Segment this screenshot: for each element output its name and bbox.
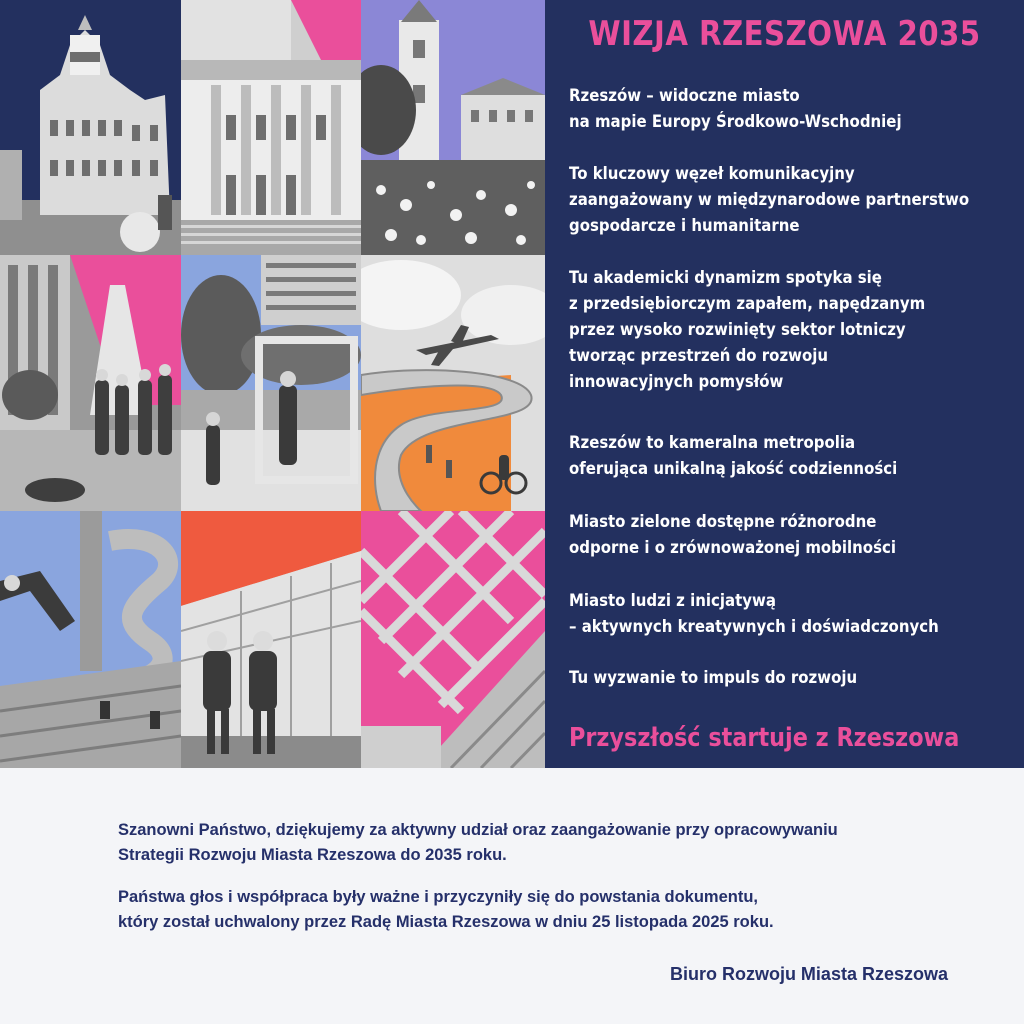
text-line: przez wysoko rozwinięty sektor lotniczy: [569, 320, 906, 340]
text-line: który został uchwalony przez Radę Miasta Rzeszowa w dniu 25 listopada 2025 roku.: [118, 913, 774, 931]
text-line: Szanowni Państwo, dziękujemy za aktywny udział oraz zaangażowanie przy opracowywaniu: [118, 821, 838, 839]
signature: Biuro Rozwoju Miasta Rzeszowa: [669, 964, 948, 984]
text-line: tworząc przestrzeń do rozwoju: [569, 346, 829, 366]
photo-collage: [0, 0, 545, 768]
vision-paragraph-transport: [569, 161, 970, 239]
text-line: na mapie Europy Środkowo-Wschodniej: [569, 112, 902, 132]
vision-paragraph-people: [569, 588, 961, 640]
town-hall-photo: [0, 0, 181, 255]
text-line: Strategii Rozwoju Miasta Rzeszowa do 2035 roku.: [118, 846, 507, 864]
text-line: Państwa głos i współpraca były ważne i przyczyniły się do powstania dokumentu,: [118, 888, 758, 906]
text-line: gospodarcze i humanitarne: [569, 216, 800, 236]
text-line: Miasto zielone dostępne różnorodne: [569, 512, 877, 532]
text-line: Rzeszów – widoczne miasto: [569, 86, 800, 106]
text-line: odporne i o zrównoważonej mobilności: [569, 538, 896, 558]
vision-paragraph-metropolis: [569, 430, 961, 482]
poster-tagline: Przyszłość startuje z Rzeszowa: [569, 723, 960, 753]
text-line: Rzeszów to kameralna metropolia: [569, 433, 856, 453]
text-line: To kluczowy węzeł komunikacyjny: [569, 164, 855, 184]
text-line: Tu akademicki dynamizm spotyka się: [569, 268, 882, 288]
poster-headline: WIZJA RZESZOWA 2035: [588, 14, 981, 54]
vision-paragraph-green-city: [569, 509, 961, 561]
text-line: oferująca unikalną jakość codzienności: [569, 459, 898, 479]
vision-panel: [545, 0, 1024, 768]
runners-stadium-photo: [181, 511, 361, 768]
text-line: Tu wyzwanie to impuls do rozwoju: [569, 668, 858, 688]
text-line: Miasto ludzi z inicjatywą: [569, 591, 776, 611]
lattice-roof-photo: [361, 511, 545, 768]
park-walkers-photo: [181, 255, 361, 511]
adoption-paragraph: [118, 885, 774, 935]
thanks-paragraph: [118, 818, 838, 868]
monument-students-photo: [0, 255, 181, 511]
text-line: – aktywnych kreatywnych i doświadczonych: [569, 617, 939, 637]
swimmer-slide-photo: [0, 511, 181, 768]
airplane-bridge-photo: [361, 255, 545, 511]
theatre-photo: [181, 0, 361, 255]
vision-paragraph-academic: [569, 265, 961, 395]
text-line: zaangażowany w międzynarodowe partnerstwo: [569, 190, 970, 210]
castle-tower-photo: [361, 0, 545, 255]
thank-you-message: [0, 768, 1024, 1024]
text-line: innowacyjnych pomysłów: [569, 372, 784, 392]
vision-paragraph-visibility: [569, 83, 961, 135]
vision-paragraph-challenge: [569, 665, 961, 691]
text-line: z przedsiębiorczym zapałem, napędzanym: [569, 294, 926, 314]
